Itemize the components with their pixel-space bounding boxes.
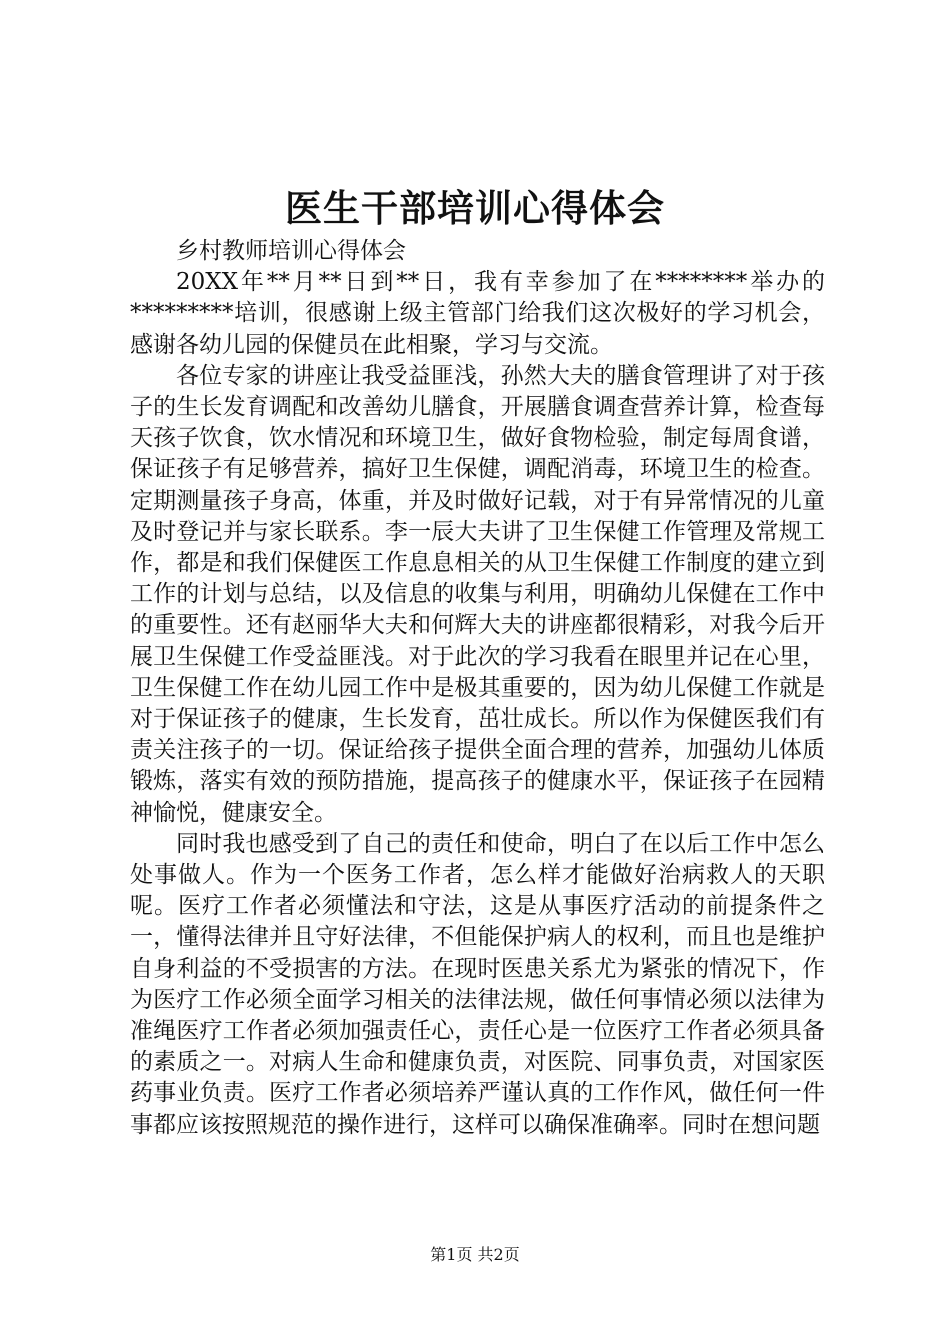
document-title: 医生干部培训心得体会 [285,186,665,230]
paragraph-lectures: 各位专家的讲座让我受益匪浅，孙然大夫的膳食管理讲了对于孩子的生长发育调配和改善幼儿膳食，开展膳食调查营养计算，检查每天孩子饮食，饮水情况和环境卫生，做好食物检验，制定每周食谱，保证孩子有足够营养，搞好卫生保健，调配消毒，环境卫生的检查。定期测量孩子身高，体重，并及时做好记载，对于有异常情况的儿童及时登记并与家长联系。李一辰大夫讲了卫生保健工作管理及常规工作，都是和我们保健医工作息息相关的从卫生保健工作制度的建立到工作的计划与总结，以及信息的收集与利用，明确幼儿保健在工作中的重要性。还有赵丽华大夫和何辉大夫的讲座都很精彩，对我今后开展卫生保健工作受益匪浅。对于此次的学习我看在眼里并记在心里，卫生保健工作在幼儿园工作中是极其重要的，因为幼儿保健工作就是对于保证孩子的健康，生长发育，茁壮成长。所以作为保健医我们有责关注孩子的一切。保证给孩子提供全面合理的营养，加强幼儿体质锻炼，落实有效的预防措施，提高孩子的健康水平，保证孩子在园精神愉悦，健康安全。 [130,362,825,826]
paragraph-intro: 20XX年**月**日到**日，我有幸参加了在********举办的*********培训，很感谢上级主管部门给我们这次极好的学习机会，感谢各幼儿园的保健员在此相聚，学习与交流。 [130,269,825,358]
page-number-footer: 第1页 共2页 [430,1245,520,1264]
paragraph-responsibility: 同时我也感受到了自己的责任和使命，明白了在以后工作中怎么处事做人。作为一个医务工作者，怎么样才能做好治病救人的天职呢。医疗工作者必须懂法和守法，这是从事医疗活动的前提条件之一，懂得法律并且守好法律，不但能保护病人的权利，而且也是维护自身利益的不受损害的方法。在现时医患关系尤为紧张的情况下，作为医疗工作必须全面学习相关的法律法规，做任何事情必须以法律为准绳医疗工作者必须加强责任心，责任心是一位医疗工作者必须具备的素质之一。对病人生命和健康负责，对医院、同事负责，对国家医药事业负责。医疗工作者必须培养严谨认真的工作作风，做任何一件事都应该按照规范的操作进行，这样可以确保准确率。同时在想问题 [130,830,825,1138]
document-body [130,236,825,1141]
paragraph-subtitle: 乡村教师培训心得体会 [176,238,406,264]
